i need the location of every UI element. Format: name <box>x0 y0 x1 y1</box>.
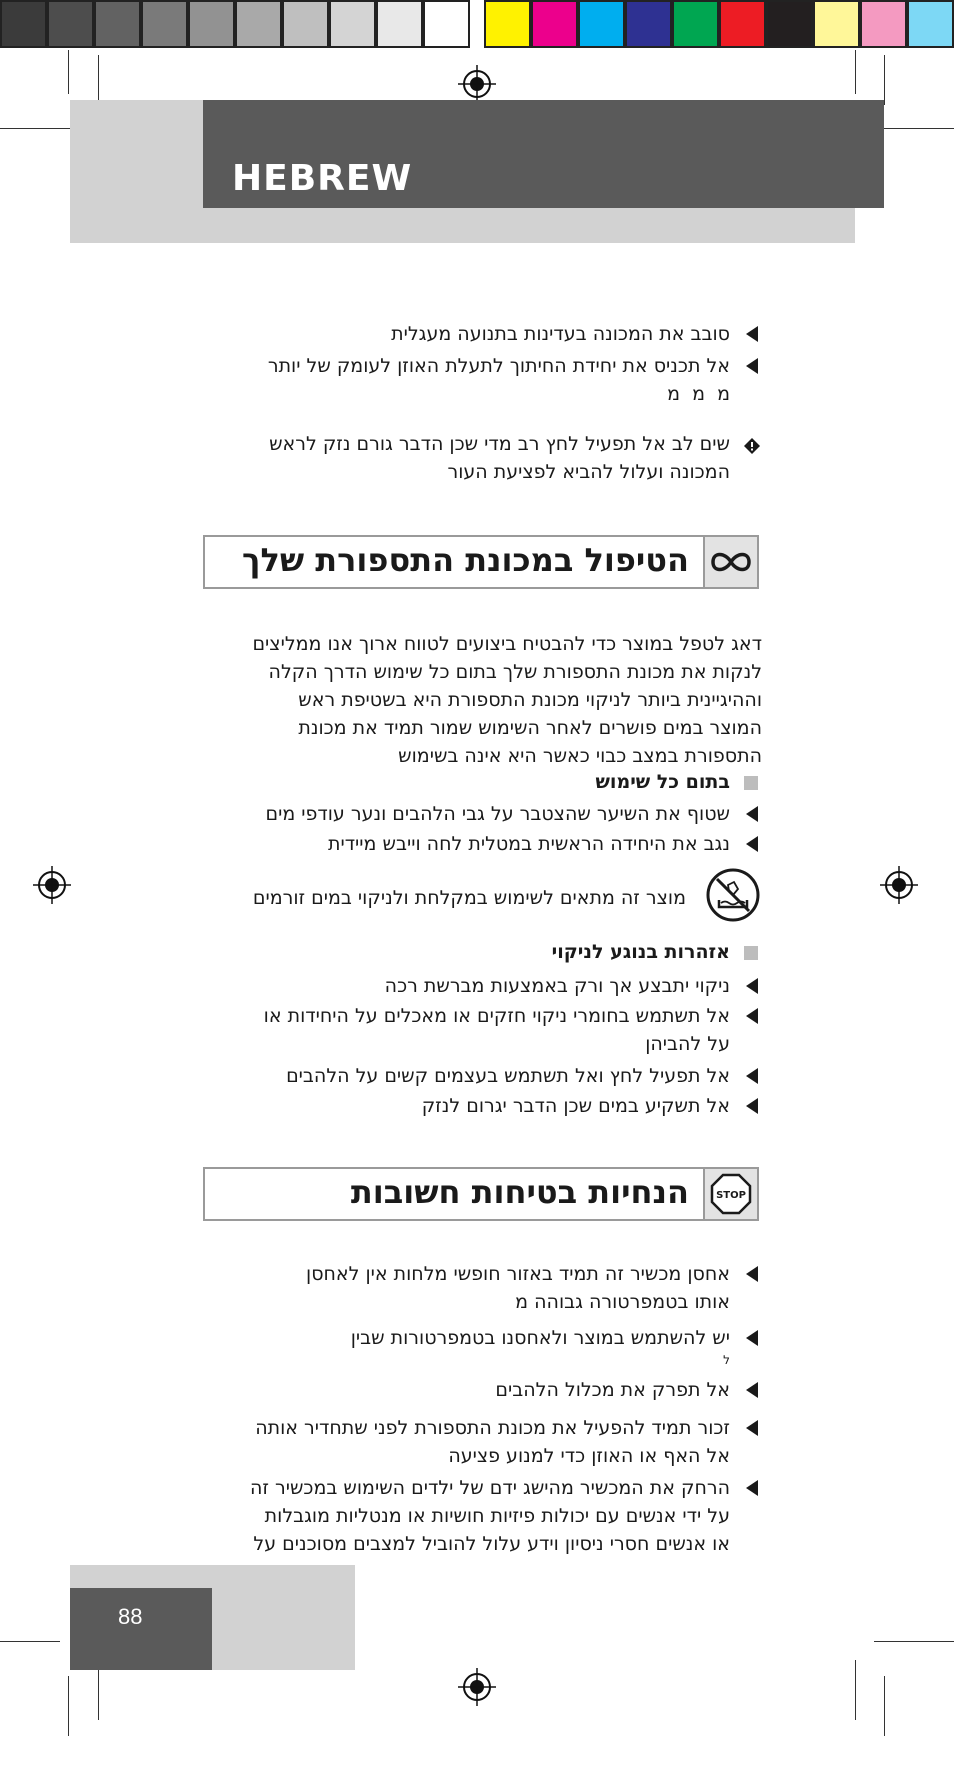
list-item <box>202 800 762 828</box>
color-swatch <box>235 0 282 48</box>
color-swatch <box>719 0 766 48</box>
care-section-header <box>203 535 759 589</box>
color-swatch <box>531 0 578 48</box>
list-item <box>202 352 762 380</box>
crop-mark <box>0 1641 60 1642</box>
subheading-text: אזהרות בנוגע לניקוי <box>551 941 730 963</box>
bullet-arrow-icon <box>746 1008 758 1024</box>
registration-mark-icon <box>458 1668 496 1706</box>
list-item-text: על ידי אנשים עם יכולות פיזיות חושיות או מנטליות מוגבלות <box>264 1505 730 1527</box>
color-swatch <box>423 0 470 48</box>
paragraph-line: דאג לטפל במוצר כדי להבטיח ביצועים לטווח ארוך אנו ממליצים <box>252 633 762 655</box>
list-item-text: אל תפעיל לחץ ואל תשתמש בעצמים קשים על הלהבים <box>286 1065 730 1087</box>
stop-sign-label: STOP <box>716 1190 746 1201</box>
list-item <box>202 1474 762 1558</box>
page-number: 88 <box>118 1604 143 1629</box>
usage-list <box>202 320 762 408</box>
color-swatch <box>813 0 860 48</box>
list-item-text: סובב את המכונה בעדינות בתנועה מעגלית <box>391 323 730 345</box>
list-item <box>202 320 762 348</box>
list-item-text: שטוף את השיער שהצטבר על גבי הלהבים ונער עודפי מים <box>265 803 730 825</box>
color-swatch <box>188 0 235 48</box>
list-item <box>202 1002 762 1030</box>
caution-text: המכונה ועלול להביא לפציעת העור <box>447 461 730 483</box>
caution-note <box>162 430 762 486</box>
color-swatch <box>0 0 47 48</box>
registration-mark-icon <box>880 866 918 904</box>
crop-mark <box>884 55 885 105</box>
list-item <box>202 1260 762 1316</box>
bullet-arrow-icon <box>746 1480 758 1496</box>
subheading <box>202 768 762 796</box>
list-item <box>202 972 762 1000</box>
bullet-arrow-icon <box>746 978 758 994</box>
infinity-icon <box>703 537 757 587</box>
paragraph-line: לנקות את מכונת התספורת שלך בתום כל שימוש הדרך הקלה <box>268 661 762 683</box>
square-bullet-icon <box>744 776 758 790</box>
after-use-block <box>202 768 762 858</box>
list-item <box>202 1062 762 1090</box>
list-item <box>202 830 762 858</box>
crop-mark <box>855 1660 856 1720</box>
color-swatch <box>329 0 376 48</box>
list-item-continuation <box>202 380 762 408</box>
bullet-arrow-icon <box>746 1068 758 1084</box>
color-swatch <box>484 0 531 48</box>
language-title: HEBREW <box>232 158 413 199</box>
section-title: הטיפול במכונת התספורת שלך <box>242 541 689 579</box>
color-swatch <box>578 0 625 48</box>
list-item-text: אל האף או האוזן כדי למנוע פציעה <box>448 1445 730 1467</box>
color-swatch <box>376 0 423 48</box>
crop-mark <box>855 50 856 94</box>
bullet-arrow-icon <box>746 1420 758 1436</box>
crop-mark <box>98 55 99 105</box>
color-swatch <box>860 0 907 48</box>
color-calibration-strip <box>0 0 954 50</box>
list-item <box>202 1092 762 1120</box>
color-swatch <box>141 0 188 48</box>
list-item-text: או אנשים חסרי ניסיון וידע עלול להוביל למצבים מסוכנים על <box>253 1533 730 1555</box>
bullet-arrow-icon <box>746 358 758 374</box>
bullet-arrow-icon <box>746 1382 758 1398</box>
list-item-text: אל תכניס את יחידת החיתוך לתעלת האוזן לעומק של יותר <box>267 355 730 377</box>
list-item <box>202 1324 762 1368</box>
list-item-text: על להביהן <box>645 1033 730 1055</box>
list-item <box>202 1414 762 1470</box>
list-item-text: ניקוי יתבצע אך ורק באמצעות מברשת רכה <box>384 975 730 997</box>
caution-line <box>162 430 762 458</box>
square-bullet-icon <box>744 946 758 960</box>
care-paragraph <box>202 630 762 770</box>
subheading-text: בתום כל שימוש <box>595 771 730 793</box>
color-swatch <box>766 0 813 48</box>
caution-diamond-icon <box>744 438 760 454</box>
list-item-text: אחסן מכשיר זה תמיד באזור חופשי מלחות אין לאחסן <box>306 1263 730 1285</box>
crop-mark <box>0 128 78 129</box>
crop-mark <box>874 128 954 129</box>
header-edge-tab <box>855 100 884 208</box>
registration-mark-icon <box>458 65 496 103</box>
bullet-arrow-icon <box>746 836 758 852</box>
paragraph-line: המוצר במים פושרים לאחר השימוש שמור תמיד את מכונת <box>298 717 762 739</box>
bullet-arrow-icon <box>746 326 758 342</box>
list-item-text: ל <box>723 1353 730 1367</box>
section-title: הנחיות בטיחות חשובות <box>350 1173 689 1211</box>
paragraph-line: וההיגיינית ביותר לניקוי מכונת התספורת היא בשטיפת ראש <box>298 689 762 711</box>
color-swatch <box>907 0 954 48</box>
list-item-text: מ מ מ <box>667 383 730 405</box>
bullet-arrow-icon <box>746 1098 758 1114</box>
registration-mark-icon <box>33 866 71 904</box>
bullet-arrow-icon <box>746 806 758 822</box>
subheading <box>202 938 762 966</box>
cleaning-warnings-block <box>202 938 762 1120</box>
crop-mark <box>884 1676 885 1736</box>
color-swatch <box>625 0 672 48</box>
safety-list <box>202 1260 762 1558</box>
list-item-continuation <box>202 1030 762 1058</box>
bullet-arrow-icon <box>746 1266 758 1282</box>
paragraph-line: התספורת במצב כבוי כאשר היא אינה בשימוש <box>398 745 762 767</box>
bullet-arrow-icon <box>746 1330 758 1346</box>
color-swatch <box>282 0 329 48</box>
list-item-text: אותו בטמפרטורה גבוהה מ <box>515 1291 730 1313</box>
shower-safe-icon <box>705 867 761 923</box>
crop-mark <box>874 1641 954 1642</box>
list-item-text: אל תשתמש בחומרי ניקוי חזקים או מאכלים על היחידות או <box>263 1005 730 1027</box>
list-item <box>202 1376 762 1404</box>
caution-text: שים לב אל תפעיל לחץ רב מדי שכן הדבר גורם נזק לראש <box>269 433 730 455</box>
list-item-text: אל תשקיע במים שכן הדבר יגרום לנזק <box>421 1095 730 1117</box>
caution-line <box>162 458 762 486</box>
color-swatch <box>672 0 719 48</box>
stop-sign-icon <box>703 1169 757 1219</box>
crop-mark <box>68 1676 69 1736</box>
crop-mark <box>68 50 69 94</box>
shower-note: מוצר זה מתאים לשימוש במקלחת ולניקוי במים זורמים <box>252 887 686 909</box>
list-item-text: נגב את היחידה הראשית במטלית לחה וייבש מיידית <box>327 833 730 855</box>
list-item-text: יש להשתמש במוצר ולאחסנו בטמפרטורות שבין <box>350 1327 730 1349</box>
color-swatch <box>47 0 94 48</box>
list-item-text: אל תפרק את מכלול הלהבים <box>495 1379 730 1401</box>
safety-section-header <box>203 1167 759 1221</box>
color-swatch <box>94 0 141 48</box>
list-item-text: הרחק את המכשיר מהישג ידם של ילדים השימוש במכשיר זה <box>249 1477 730 1499</box>
list-item-text: זכור תמיד להפעיל את מכונת התספורת לפני שתחדיר אותה <box>255 1417 730 1439</box>
